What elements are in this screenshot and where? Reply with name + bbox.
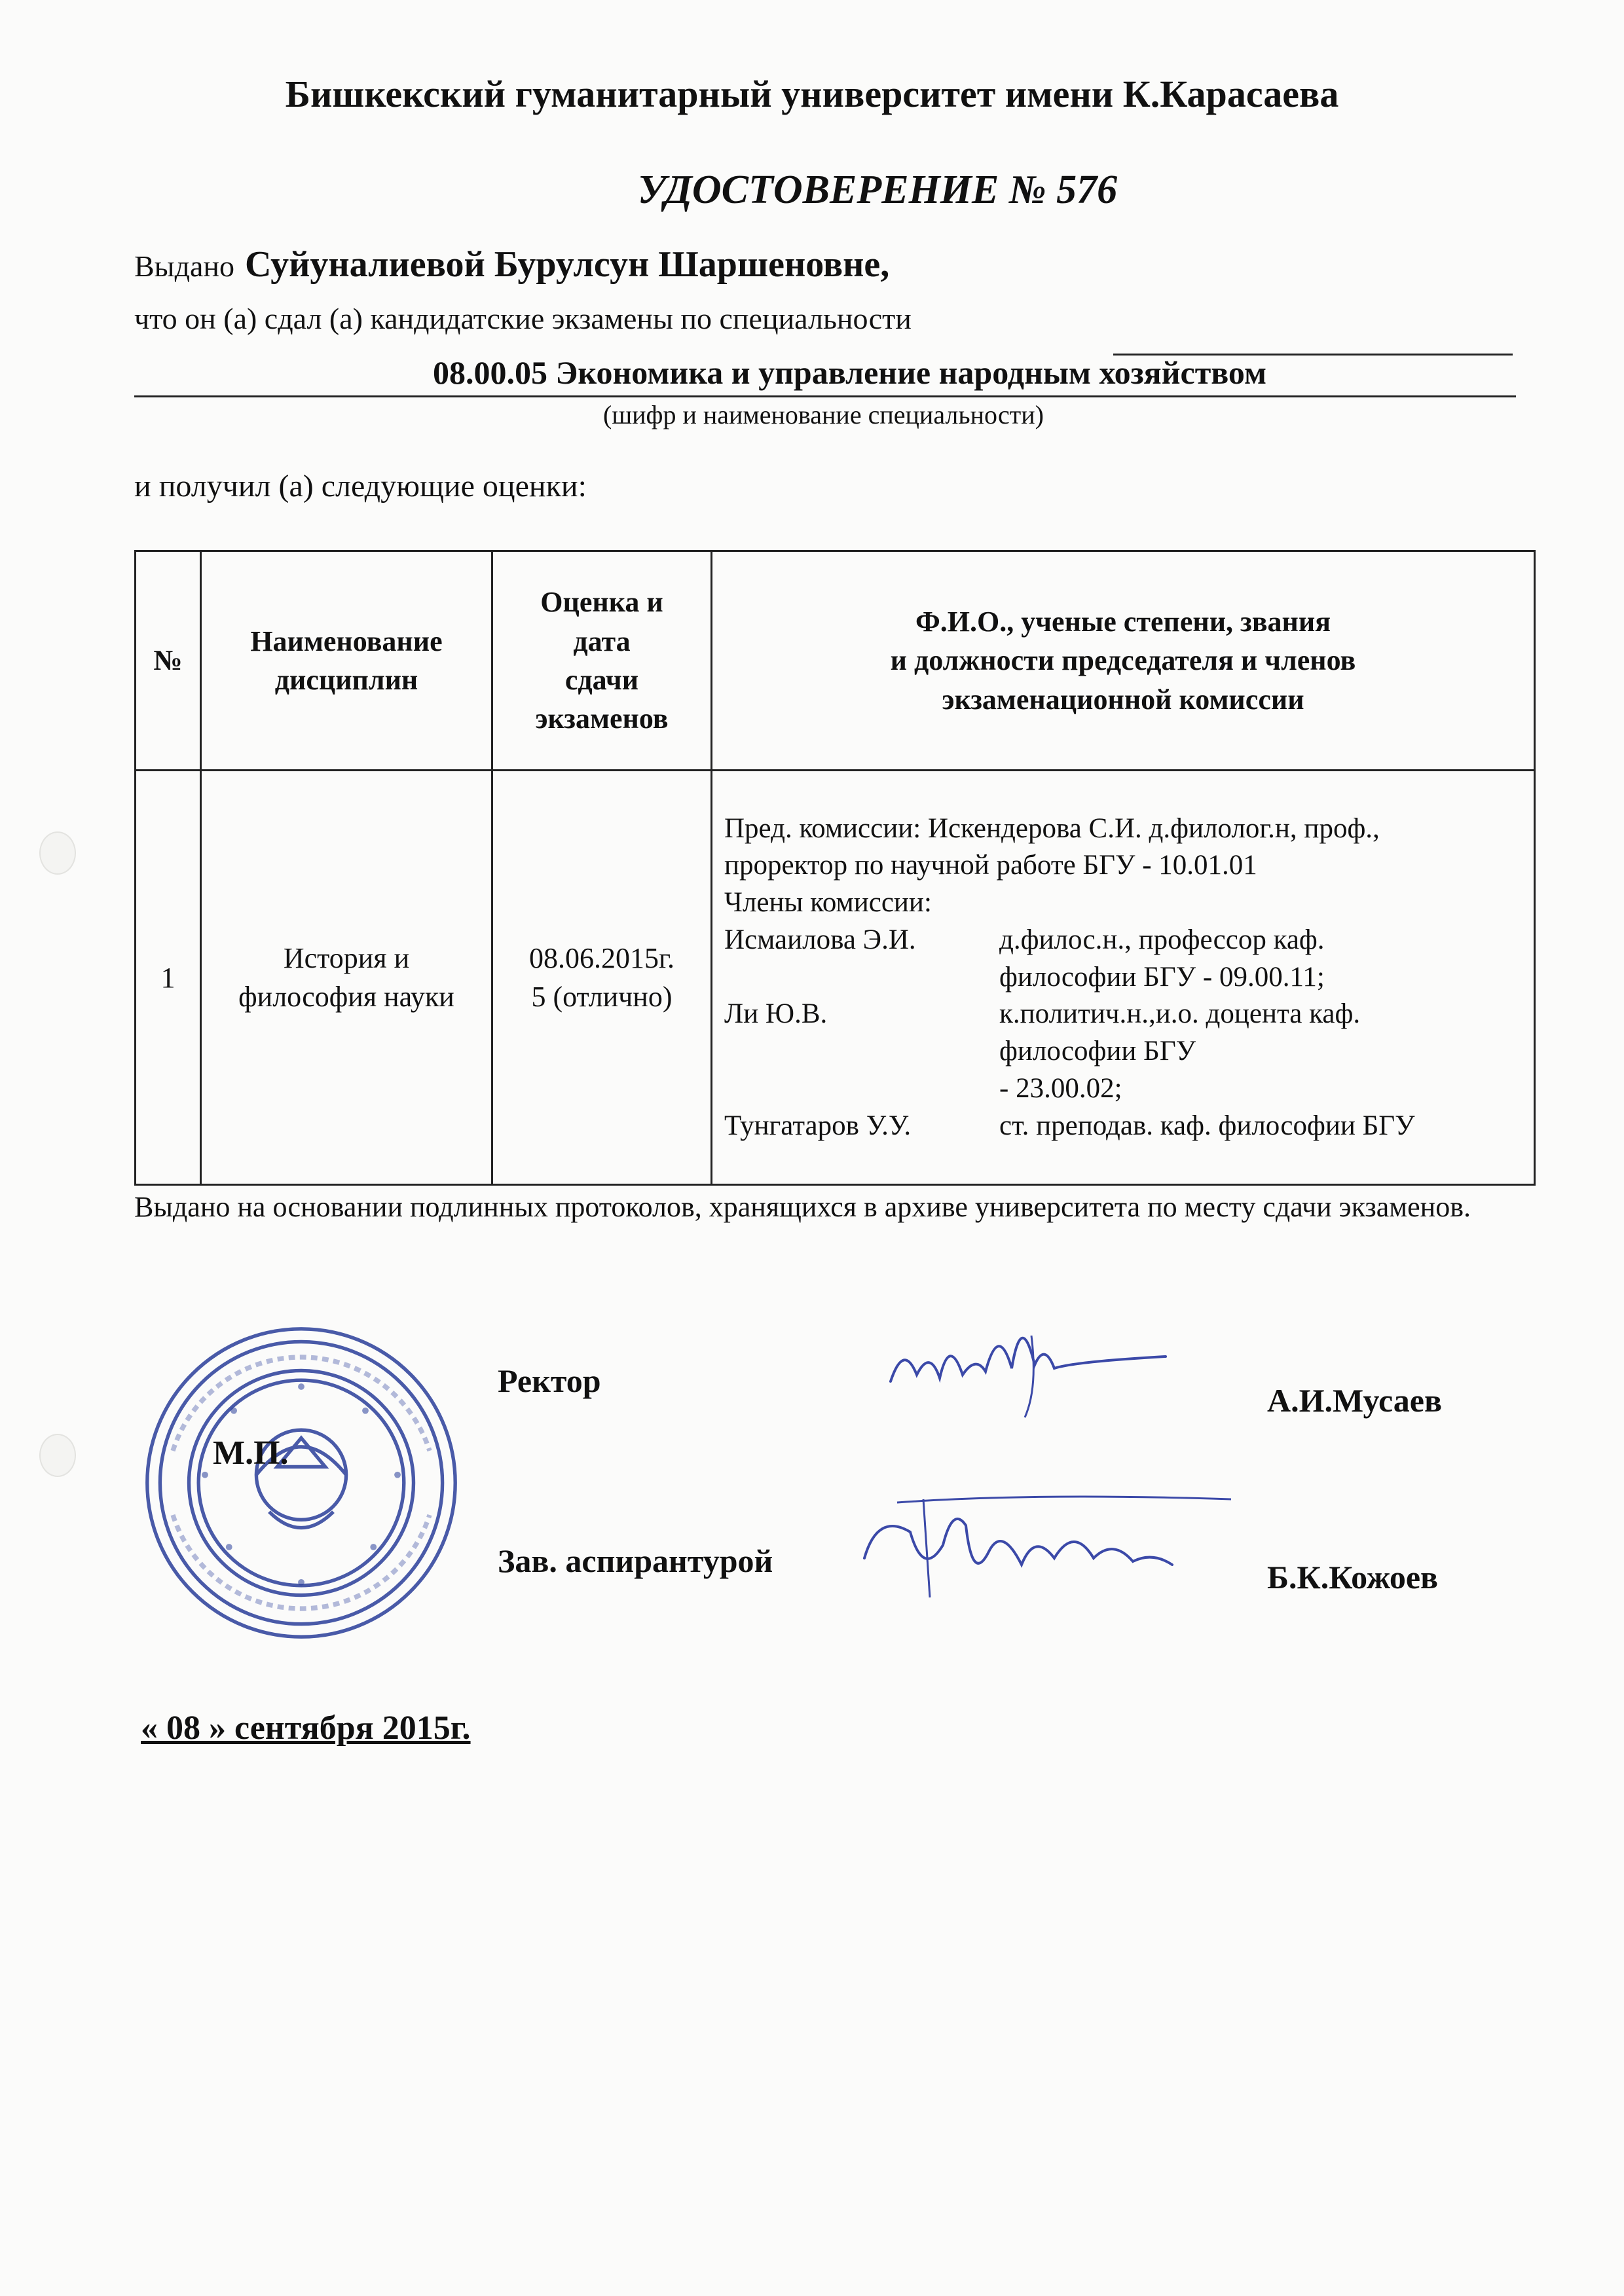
header-num: №	[136, 551, 201, 771]
rector-label: Ректор	[498, 1362, 601, 1399]
specialty: 08.00.05 Экономика и управление народным хозяйством	[432, 354, 1267, 391]
member-title: философии БГУ	[999, 1036, 1196, 1067]
discipline-line: История и	[283, 941, 410, 974]
rector-name: А.И.Мусаев	[1267, 1382, 1442, 1419]
basis-text: Выдано на основании подлинных протоколов, хранящихся в архиве университета по месту сдачи экзаменов.	[134, 1191, 1471, 1223]
member-name: Тунгатаров У.У.	[724, 1110, 912, 1141]
header-grade-line: экзаменов	[535, 702, 669, 735]
table-row	[136, 771, 1535, 1185]
header-grade	[492, 551, 712, 771]
row-grade	[492, 771, 712, 1185]
issue-date: « 08 » сентября 2015г.	[141, 1709, 471, 1747]
header-commission-line: и должности председателя и членов	[890, 644, 1356, 677]
row-commission	[712, 771, 1535, 1185]
recipient-name: Суйуналиевой Бурулсун Шаршеновне,	[245, 244, 890, 285]
specialty-underline	[134, 395, 1516, 397]
row-num: 1	[136, 771, 201, 1185]
exam-date: 08.06.2015г.	[528, 941, 675, 974]
issued-label: Выдано	[134, 249, 235, 283]
university-name: Бишкекский гуманитарный университет имени К.Карасаева	[285, 73, 1339, 115]
header-discipline-line: Наименование	[250, 625, 443, 657]
postgraduate-head-name: Б.К.Кожоев	[1267, 1559, 1439, 1595]
exam-grade: 5 (отлично)	[531, 981, 673, 1013]
postgraduate-head-signature	[838, 1486, 1244, 1604]
commission-member	[724, 996, 1522, 1033]
postgraduate-head-label: Зав. аспирантурой	[498, 1542, 773, 1579]
header-commission	[712, 551, 1535, 771]
issued-line	[134, 244, 889, 285]
header-grade-line: дата	[573, 625, 631, 657]
university-seal	[141, 1322, 462, 1643]
row-discipline	[201, 771, 492, 1185]
table-header-row	[136, 551, 1535, 771]
member-title: ст. преподав. каф. философии БГУ	[999, 1110, 1415, 1141]
grades-table	[134, 550, 1536, 1186]
header-discipline	[201, 551, 492, 771]
seal-label: М.П.	[213, 1434, 289, 1472]
header-commission-line: Ф.И.О., ученые степени, звания	[915, 605, 1331, 638]
specialty-caption: (шифр и наименование специальности)	[603, 400, 1044, 429]
commission-chair: Пред. комиссии: Искендерова С.И. д.филолог.н, проф.,	[724, 812, 1380, 844]
commission-member	[724, 1108, 1522, 1145]
header-grade-line: сдачи	[564, 664, 639, 696]
header-grade-line: Оценка и	[540, 586, 663, 619]
rector-signature	[877, 1296, 1172, 1427]
commission-members-label: Члены комиссии:	[724, 887, 932, 919]
punch-hole	[39, 1434, 76, 1477]
certificate-title: УДОСТОВЕРЕНИЕ № 576	[637, 168, 1118, 212]
discipline-line: философия науки	[238, 981, 454, 1013]
member-name: Исмаилова Э.И.	[724, 924, 916, 955]
member-title: - 23.00.02;	[999, 1072, 1122, 1104]
member-title: к.политич.н.,и.о. доцента каф.	[999, 998, 1361, 1030]
punch-hole	[39, 831, 76, 875]
header-commission-line: экзаменационной комиссии	[942, 683, 1304, 716]
member-name: Ли Ю.В.	[724, 998, 828, 1030]
member-title: д.филос.н., профессор каф.	[999, 924, 1325, 955]
header-discipline-line: дисциплин	[274, 664, 418, 696]
passed-text: что он (а) сдал (а) кандидатские экзамены по специальности	[134, 302, 912, 335]
grades-intro: и получил (а) следующие оценки:	[134, 469, 587, 503]
member-title: философии БГУ - 09.00.11;	[999, 961, 1325, 993]
commission-chair-position: проректор по научной работе БГУ - 10.01.01	[724, 850, 1257, 881]
commission-member	[724, 922, 1522, 959]
